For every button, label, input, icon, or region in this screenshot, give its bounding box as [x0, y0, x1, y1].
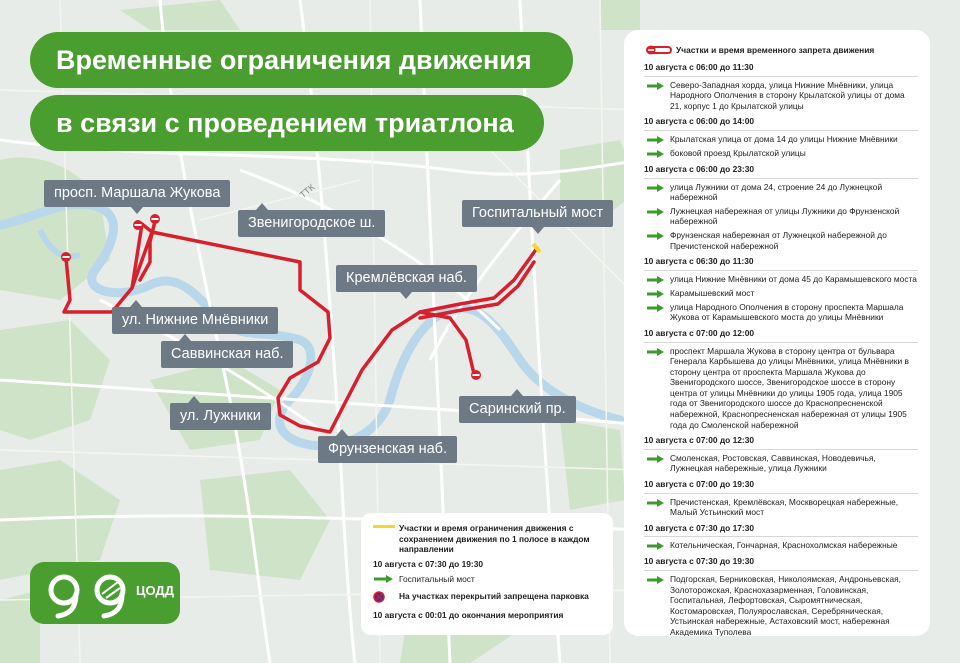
restriction-item — [646, 574, 918, 636]
restriction-item-text: проспект Маршала Жукова в сторону центра от бульвара Генерала Карбышева до улицы Мнёвники, улица Мнёвники в сторону центра от проспекта Маршала Жукова до Звенигородского шоссе, Звенигородское шоссе в сторону центра от улицы Мнёвники до улицы 1905 года, улица 1905 года от Звенигородского шоссе до Краснопресненской набережной, Краснопресненская набережная от улицы 1905 года до Смоленской набережной — [670, 345, 909, 430]
restriction-item-text: Карамышевский мост — [670, 287, 755, 298]
restriction-item — [646, 288, 918, 299]
legend-parking-row: На участках перекрытий запрещена парковка — [373, 591, 603, 606]
restriction-date: 10 августа с 06:00 до 14:00 — [644, 114, 918, 131]
legend-bridge-row: Госпитальный мост — [373, 574, 603, 587]
label-nizhnie-mnevniki: ул. Нижние Мнёвники — [112, 307, 278, 334]
logo-text: ЦОДД — [136, 583, 174, 598]
restriction-item-text: Смоленская, Ростовская, Саввинская, Новодевичья, Лужнецкая набережные, улица Лужники — [670, 452, 876, 474]
label-gospitalny-most: Госпитальный мост — [462, 200, 613, 227]
restriction-item-text: Фрунзенская набережная от Лужнецкой набережной до Пречистенской набережной — [670, 229, 887, 251]
restriction-item — [646, 134, 918, 145]
restriction-item-text: Лужнецкая набережная от улицы Лужники до Фрунзенской набережной — [670, 205, 900, 227]
panel-header: Участки и время временного запрета движения — [646, 44, 918, 56]
restriction-item-text: Крылатская улица от дома 14 до улицы Нижние Мнёвники — [670, 133, 898, 144]
restriction-item-text: Котельническая, Гончарная, Краснохолмская набережные — [670, 540, 898, 551]
no-parking-icon — [373, 591, 395, 603]
restriction-date: 10 августа с 06:00 до 11:30 — [644, 60, 918, 77]
legend-date-2: 10 августа с 00:01 до окончания мероприятия — [373, 609, 564, 620]
yellow-line-icon — [373, 523, 395, 531]
label-kremlevskaya: Кремлёвская наб. — [336, 265, 477, 292]
arrow-right-icon — [646, 149, 670, 159]
restriction-item — [646, 302, 918, 323]
label-ttk: ТТК — [297, 181, 317, 201]
arrow-right-icon — [646, 135, 670, 145]
arrow-right-icon — [646, 575, 670, 585]
arrow-right-icon — [646, 183, 670, 193]
restriction-item-text: Подгорская, Берниковская, Николоямская, Андроньевская, Золоторожская, Краснохазарменная, Головинская, Госпитальная, Лефортовская, Сыромятническая, Костомаровская, Полуярославская, Серебряническая, Устьинская набережные, Астаховский мост, набережная Академика Туполева — [670, 574, 901, 636]
restriction-date: 10 августа с 06:30 до 11:30 — [644, 254, 918, 271]
restriction-item — [646, 453, 918, 474]
label-marshala-zhukova: просп. Маршала Жукова — [44, 180, 230, 207]
arrow-right-icon — [646, 303, 670, 313]
arrow-right-icon — [646, 498, 670, 508]
restriction-date: 10 августа с 07:00 до 19:30 — [644, 477, 918, 494]
restriction-date: 10 августа с 06:00 до 23:30 — [644, 162, 918, 179]
arrow-right-icon — [646, 541, 670, 551]
legend-yellow-row: Участки и время ограничения движения с сохранением движения по 1 полосе в каждом направлении — [373, 523, 603, 555]
closure-legend-icon — [646, 44, 672, 56]
title-line-1: Временные ограничения движения — [30, 32, 573, 88]
restriction-date: 10 августа с 07:00 до 12:30 — [644, 433, 918, 450]
legend-date-1: 10 августа с 07:30 до 19:30 — [373, 558, 484, 569]
restriction-item — [646, 230, 918, 251]
restriction-date: 10 августа с 07:00 до 12:00 — [644, 326, 918, 343]
arrow-right-icon — [646, 275, 670, 285]
label-zvenigorodskoe: Звенигородское ш. — [238, 210, 385, 237]
panel-groups — [646, 60, 918, 636]
restriction-item — [646, 497, 918, 518]
restriction-item-text: улица Нижние Мнёвники от дома 45 до Карамышевского моста — [670, 273, 917, 284]
restriction-item — [646, 540, 918, 551]
restriction-item — [646, 148, 918, 159]
arrow-right-icon — [646, 347, 670, 357]
restriction-item — [646, 346, 918, 431]
restriction-item — [646, 274, 918, 285]
restriction-item — [646, 182, 918, 203]
restriction-item-text: Северо-Западная хорда, улица Нижние Мнёвники, улица Народного Ополчения в сторону Крылатской улицы от дома 21, корпус 1 до Крылатской улицы — [670, 79, 905, 111]
restriction-item-text: боковой проезд Крылатской улицы — [670, 147, 806, 158]
label-frunzenskaya: Фрунзенская наб. — [318, 436, 457, 463]
label-luzhniki: ул. Лужники — [170, 403, 271, 430]
arrow-right-icon — [373, 574, 395, 584]
arrow-right-icon — [646, 207, 670, 217]
title-line-2: в связи с проведением триатлона — [30, 95, 544, 151]
restriction-item — [646, 80, 918, 112]
restriction-date: 10 августа с 07:30 до 17:30 — [644, 521, 918, 538]
arrow-right-icon — [646, 81, 670, 91]
restriction-item-text: Пречистенская, Кремлёвская, Москворецкая набережные, Малый Устьинский мост — [670, 496, 899, 518]
restriction-item-text: улица Лужники от дома 24, строение 24 до Лужнецкой набережной — [670, 181, 883, 203]
legend-box — [361, 513, 613, 635]
arrow-right-icon — [646, 454, 670, 464]
restrictions-panel — [624, 30, 930, 636]
arrow-right-icon — [646, 231, 670, 241]
label-sarinsky: Саринский пр. — [459, 396, 576, 423]
restriction-date: 10 августа с 07:30 до 19:30 — [644, 554, 918, 571]
restriction-item — [646, 206, 918, 227]
restriction-item-text: улица Народного Ополчения в сторону проспекта Маршала Жукова от Карамышевского моста до улицы Мнёвники — [670, 301, 904, 323]
label-savvinskaya: Саввинская наб. — [161, 341, 293, 368]
arrow-right-icon — [646, 289, 670, 299]
